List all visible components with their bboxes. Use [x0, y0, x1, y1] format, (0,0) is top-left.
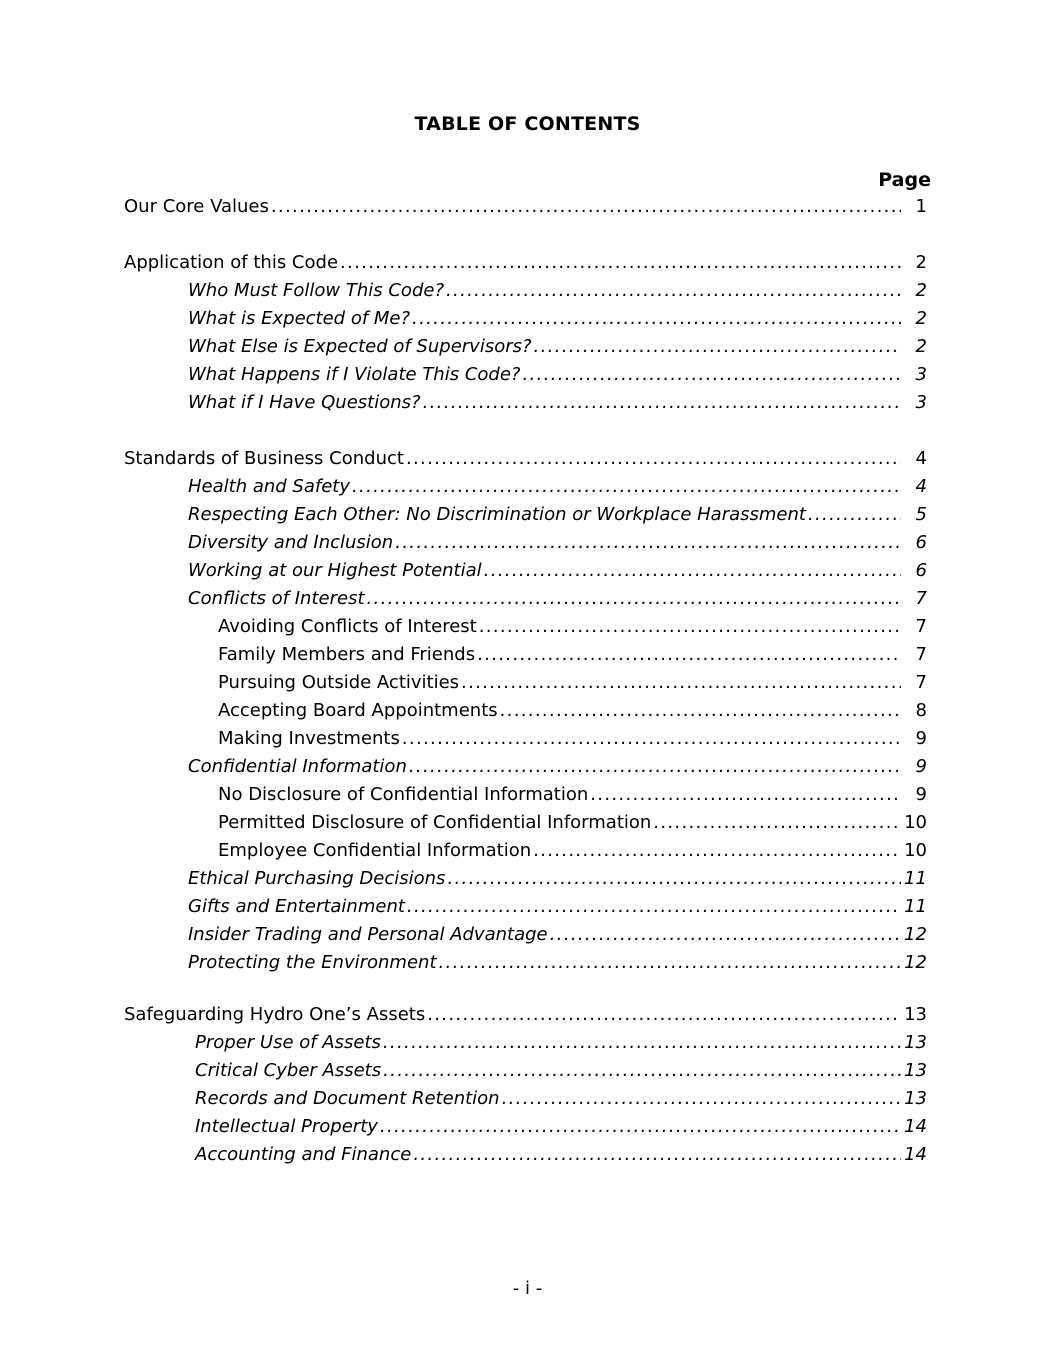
dot-leader	[477, 644, 901, 665]
toc-entry-title: Avoiding Conflicts of Interest	[218, 616, 477, 637]
toc-entry[interactable]	[124, 1144, 931, 1172]
dot-leader	[446, 280, 901, 301]
toc-entry[interactable]	[124, 840, 931, 868]
toc-entry[interactable]	[124, 532, 931, 560]
toc-entry-page: 3	[915, 364, 927, 385]
dot-leader	[808, 504, 901, 525]
toc-entry[interactable]	[124, 504, 931, 532]
dot-leader	[413, 1144, 901, 1165]
toc-entry-title: Our Core Values	[124, 196, 269, 217]
dot-leader	[461, 672, 901, 693]
toc-entry-page: 10	[904, 812, 927, 833]
table-of-contents	[124, 196, 931, 1200]
dot-leader	[383, 1032, 901, 1053]
toc-entry-title: Health and Safety	[188, 476, 350, 497]
toc-entry-page: 2	[915, 252, 927, 273]
toc-entry-title: What Else is Expected of Supervisors?	[188, 336, 532, 357]
dot-leader	[590, 784, 901, 805]
dot-leader	[409, 756, 901, 777]
toc-entry-page: 12	[904, 952, 927, 973]
toc-entry-page: 6	[915, 532, 927, 553]
toc-entry[interactable]	[124, 560, 931, 588]
toc-section	[124, 252, 931, 420]
toc-entry-page: 13	[904, 1088, 927, 1109]
toc-entry[interactable]	[124, 476, 931, 504]
toc-entry-page: 6	[915, 560, 927, 581]
toc-entry-page: 13	[904, 1060, 927, 1081]
toc-entry[interactable]	[124, 616, 931, 644]
toc-entry[interactable]	[124, 868, 931, 896]
toc-entry[interactable]	[124, 672, 931, 700]
toc-entry-title: Insider Trading and Personal Advantage	[188, 924, 548, 945]
toc-entry[interactable]	[124, 952, 931, 980]
toc-entry-title: Safeguarding Hydro One’s Assets	[124, 1004, 426, 1025]
page-column-header: Page	[878, 169, 931, 191]
toc-entry-title: Critical Cyber Assets	[195, 1060, 382, 1081]
toc-entry-page: 7	[915, 588, 927, 609]
toc-entry[interactable]	[124, 252, 931, 280]
toc-entry-page: 14	[904, 1116, 927, 1137]
dot-leader	[367, 588, 901, 609]
toc-entry[interactable]	[124, 784, 931, 812]
toc-entry[interactable]	[124, 1060, 931, 1088]
page-number-footer: - i -	[512, 1278, 543, 1299]
toc-entry-page: 4	[915, 476, 927, 497]
dot-leader	[271, 196, 901, 217]
dot-leader	[500, 700, 901, 721]
toc-entry[interactable]	[124, 924, 931, 952]
toc-entry-page: 2	[915, 336, 927, 357]
dot-leader	[406, 448, 901, 469]
toc-entry-page: 9	[915, 784, 927, 805]
toc-entry-title: Accounting and Finance	[195, 1144, 412, 1165]
dot-leader	[380, 1116, 901, 1137]
toc-entry-page: 8	[915, 700, 927, 721]
toc-entry-title: Proper Use of Assets	[195, 1032, 381, 1053]
toc-entry[interactable]	[124, 700, 931, 728]
toc-entry[interactable]	[124, 1088, 931, 1116]
toc-entry-page: 12	[904, 924, 927, 945]
dot-leader	[534, 336, 901, 357]
toc-entry-title: Permitted Disclosure of Confidential Information	[218, 812, 652, 833]
toc-entry[interactable]	[124, 448, 931, 476]
toc-entry-page: 7	[915, 644, 927, 665]
toc-entry-title: Family Members and Friends	[218, 644, 476, 665]
toc-entry-title: Diversity and Inclusion	[188, 532, 394, 553]
toc-entry-title: Employee Confidential Information	[218, 840, 532, 861]
dot-leader	[402, 728, 901, 749]
dot-leader	[550, 924, 901, 945]
toc-entry-title: Application of this Code	[124, 252, 339, 273]
toc-entry-title: Making Investments	[218, 728, 400, 749]
toc-entry-title: Confidential Information	[188, 756, 407, 777]
toc-entry-title: Accepting Board Appointments	[218, 700, 498, 721]
toc-entry-page: 2	[915, 308, 927, 329]
page-title: TABLE OF CONTENTS	[414, 113, 641, 135]
toc-entry[interactable]	[124, 280, 931, 308]
toc-entry-page: 2	[915, 280, 927, 301]
toc-entry-title: What is Expected of Me?	[188, 308, 411, 329]
toc-entry[interactable]	[124, 196, 931, 224]
dot-leader	[447, 868, 901, 889]
toc-entry-title: Records and Document Retention	[195, 1088, 500, 1109]
toc-entry-title: Intellectual Property	[195, 1116, 378, 1137]
toc-entry[interactable]	[124, 644, 931, 672]
dot-leader	[479, 616, 901, 637]
toc-entry[interactable]	[124, 588, 931, 616]
toc-entry[interactable]	[124, 896, 931, 924]
toc-entry-page: 1	[915, 196, 927, 217]
toc-entry-page: 5	[915, 504, 927, 525]
toc-entry[interactable]	[124, 364, 931, 392]
toc-entry-title: Respecting Each Other: No Discrimination or Workplace Harassment	[188, 504, 806, 525]
dot-leader	[383, 1060, 901, 1081]
toc-entry-page: 13	[904, 1032, 927, 1053]
toc-entry-title: Working at our Highest Potential	[188, 560, 482, 581]
toc-entry[interactable]	[124, 308, 931, 336]
toc-entry-page: 9	[915, 728, 927, 749]
dot-leader	[484, 560, 901, 581]
dot-leader	[439, 952, 901, 973]
dot-leader	[423, 392, 901, 413]
dot-leader	[412, 308, 901, 329]
toc-entry-page: 4	[915, 448, 927, 469]
toc-entry-title: No Disclosure of Confidential Information	[218, 784, 589, 805]
toc-section	[124, 1004, 931, 1172]
dot-leader	[653, 812, 901, 833]
toc-entry-page: 11	[904, 868, 927, 889]
toc-entry[interactable]	[124, 336, 931, 364]
dot-leader	[427, 1004, 901, 1025]
toc-section	[124, 196, 931, 224]
toc-entry-title: Pursuing Outside Activities	[218, 672, 460, 693]
dot-leader	[502, 1088, 901, 1109]
toc-entry-page: 13	[904, 1004, 927, 1025]
dot-leader	[533, 840, 901, 861]
toc-entry-title: Ethical Purchasing Decisions	[188, 868, 446, 889]
dot-leader	[522, 364, 901, 385]
toc-entry-page: 14	[904, 1144, 927, 1165]
dot-leader	[395, 532, 901, 553]
dot-leader	[407, 896, 901, 917]
toc-entry-title: What if I Have Questions?	[188, 392, 421, 413]
toc-entry-page: 3	[915, 392, 927, 413]
dot-leader	[340, 252, 901, 273]
toc-entry-page: 9	[915, 756, 927, 777]
dot-leader	[352, 476, 901, 497]
toc-entry-page: 11	[904, 896, 927, 917]
toc-entry[interactable]	[124, 392, 931, 420]
toc-entry-title: Standards of Business Conduct	[124, 448, 404, 469]
toc-entry-title: Who Must Follow This Code?	[188, 280, 444, 301]
toc-entry-page: 7	[915, 616, 927, 637]
toc-entry-page: 10	[904, 840, 927, 861]
toc-entry[interactable]	[124, 728, 931, 756]
toc-entry-title: What Happens if I Violate This Code?	[188, 364, 521, 385]
toc-entry[interactable]	[124, 1032, 931, 1060]
toc-entry-title: Conflicts of Interest	[188, 588, 365, 609]
toc-section	[124, 448, 931, 980]
toc-entry-title: Gifts and Entertainment	[188, 896, 405, 917]
toc-entry[interactable]	[124, 756, 931, 784]
toc-entry[interactable]	[124, 1004, 931, 1032]
toc-entry[interactable]	[124, 1116, 931, 1144]
toc-entry-page: 7	[915, 672, 927, 693]
toc-entry[interactable]	[124, 812, 931, 840]
toc-entry-title: Protecting the Environment	[188, 952, 437, 973]
